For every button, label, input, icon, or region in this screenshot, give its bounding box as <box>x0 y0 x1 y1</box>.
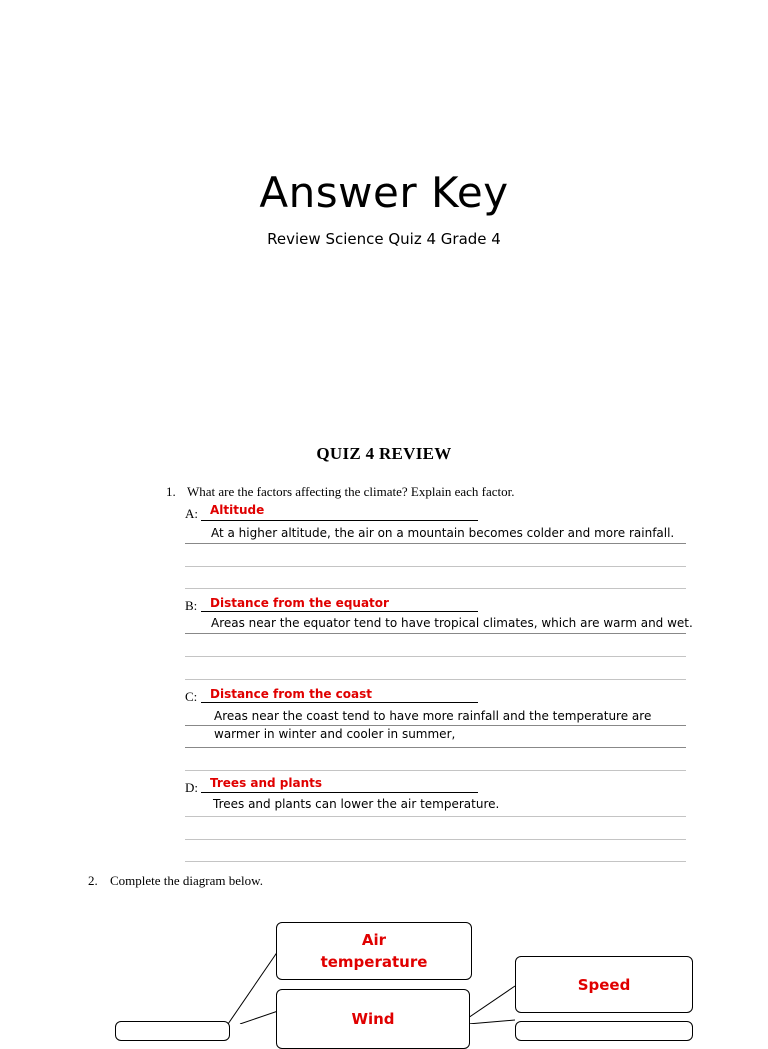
connector-line <box>468 1020 515 1024</box>
part-a-explanation-line-1: At a higher altitude, the air on a mountain becomes colder and more rainfall. <box>211 526 675 540</box>
page-subtitle: Review Science Quiz 4 Grade 4 <box>267 230 501 248</box>
connector-line <box>240 1011 278 1024</box>
part-b-explanation-line-1: Areas near the equator tend to have tropical climates, which are warm and wet. <box>211 616 693 630</box>
diagram-box-wind <box>276 989 470 1049</box>
part-c-explanation-line-2: warmer in winter and cooler in summer, <box>214 727 456 741</box>
diagram-box-left <box>115 1021 230 1041</box>
part-b-answer: Distance from the equator <box>210 596 389 610</box>
question-2-number: 2. <box>88 873 98 888</box>
part-d-label: D: <box>185 780 198 795</box>
question-1-text: What are the factors affecting the climate? Explain each factor. <box>187 484 515 499</box>
connector-line <box>468 986 515 1018</box>
diagram-box-speed-label: Speed <box>577 975 631 994</box>
part-c-explanation-line-1: Areas near the coast tend to have more rainfall and the temperature are <box>214 709 652 723</box>
question-1-number: 1. <box>166 484 176 499</box>
diagram-box-air-temperature-label: Air temperature <box>320 931 428 971</box>
part-c-answer: Distance from the coast <box>210 687 373 701</box>
part-b-label: B: <box>185 598 198 613</box>
diagram-box-speed <box>515 956 693 1013</box>
part-d-explanation-line-1: Trees and plants can lower the air temperature. <box>213 797 500 811</box>
part-d-answer: Trees and plants <box>210 776 323 790</box>
diagram-box-wind-label: Wind <box>351 1010 395 1028</box>
part-c-label: C: <box>185 689 198 704</box>
page-title: Answer Key <box>259 168 509 217</box>
diagram-box-right-lower <box>515 1021 693 1041</box>
question-2-text: Complete the diagram below. <box>110 873 263 888</box>
diagram-box-air-temperature <box>276 922 472 980</box>
part-a-answer: Altitude <box>210 503 265 517</box>
quiz-heading: QUIZ 4 REVIEW <box>316 444 452 463</box>
part-a-label: A: <box>185 506 198 521</box>
